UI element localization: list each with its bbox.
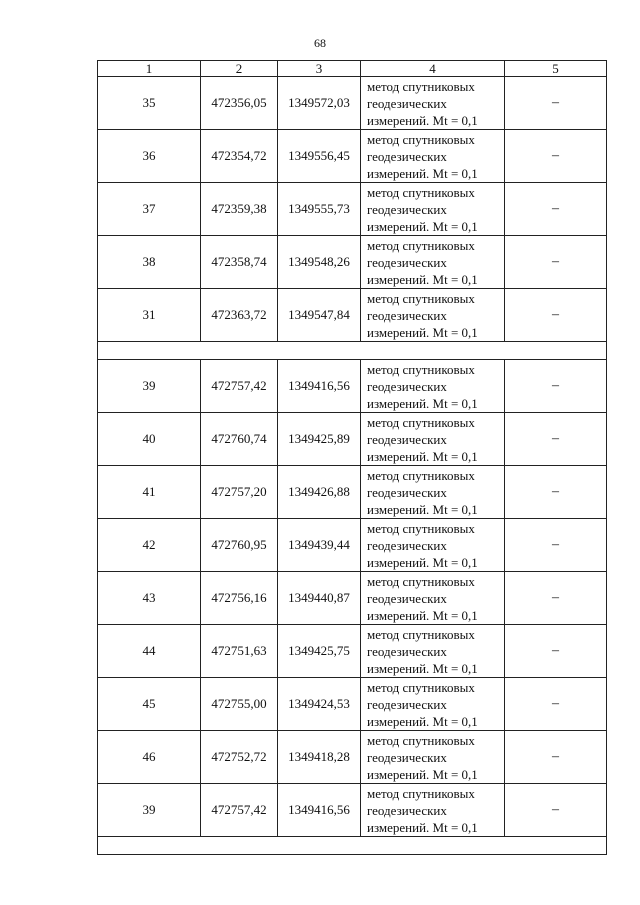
method-line: геодезических xyxy=(367,802,447,818)
column-5-value: – xyxy=(505,466,607,519)
method-line: метод спутниковых xyxy=(367,626,475,642)
coordinate-x: 472760,95 xyxy=(201,519,278,572)
determination-method xyxy=(361,678,505,731)
determination-method xyxy=(361,289,505,342)
coordinate-y: 1349572,03 xyxy=(278,77,361,130)
method-line: геодезических xyxy=(367,254,447,270)
method-line: измерений. Mt = 0,1 xyxy=(367,819,478,835)
method-line: геодезических xyxy=(367,537,447,553)
coordinate-x: 472757,20 xyxy=(201,466,278,519)
column-5-value: – xyxy=(505,413,607,466)
coordinate-x: 472757,42 xyxy=(201,360,278,413)
coordinate-x: 472755,00 xyxy=(201,678,278,731)
table-row xyxy=(98,678,607,731)
coordinate-x: 472752,72 xyxy=(201,731,278,784)
header-row xyxy=(98,61,607,77)
column-5-value: – xyxy=(505,625,607,678)
determination-method xyxy=(361,466,505,519)
determination-method xyxy=(361,413,505,466)
point-number: 42 xyxy=(98,519,201,572)
contour-separator-row xyxy=(98,342,607,360)
column-5-value: – xyxy=(505,678,607,731)
coordinate-y: 1349548,26 xyxy=(278,236,361,289)
column-5-value: – xyxy=(505,572,607,625)
table-row xyxy=(98,183,607,236)
coordinate-x: 472363,72 xyxy=(201,289,278,342)
table-row xyxy=(98,784,607,837)
coordinate-x: 472757,42 xyxy=(201,784,278,837)
point-number: 37 xyxy=(98,183,201,236)
method-line: метод спутниковых xyxy=(367,679,475,695)
method-line: метод спутниковых xyxy=(367,467,475,483)
coordinate-x: 472751,63 xyxy=(201,625,278,678)
table-row xyxy=(98,360,607,413)
determination-method xyxy=(361,77,505,130)
column-5-value: – xyxy=(505,236,607,289)
point-number: 40 xyxy=(98,413,201,466)
determination-method xyxy=(361,130,505,183)
coordinate-y: 1349416,56 xyxy=(278,784,361,837)
table-row xyxy=(98,236,607,289)
method-line: метод спутниковых xyxy=(367,78,475,94)
point-number: 44 xyxy=(98,625,201,678)
determination-method xyxy=(361,784,505,837)
point-number: 45 xyxy=(98,678,201,731)
table-row xyxy=(98,731,607,784)
table-row xyxy=(98,413,607,466)
table-row xyxy=(98,519,607,572)
method-line: геодезических xyxy=(367,201,447,217)
determination-method xyxy=(361,519,505,572)
coordinate-x: 472359,38 xyxy=(201,183,278,236)
method-line: метод спутниковых xyxy=(367,573,475,589)
method-line: геодезических xyxy=(367,484,447,500)
column-header-3: 3 xyxy=(278,61,361,77)
method-line: измерений. Mt = 0,1 xyxy=(367,395,478,411)
column-5-value: – xyxy=(505,130,607,183)
method-line: измерений. Mt = 0,1 xyxy=(367,501,478,517)
method-line: метод спутниковых xyxy=(367,520,475,536)
coordinate-y: 1349556,45 xyxy=(278,130,361,183)
coordinates-table xyxy=(97,60,607,855)
method-line: метод спутниковых xyxy=(367,290,475,306)
method-line: измерений. Mt = 0,1 xyxy=(367,448,478,464)
table-row xyxy=(98,572,607,625)
coordinate-y: 1349439,44 xyxy=(278,519,361,572)
method-line: метод спутниковых xyxy=(367,237,475,253)
point-number: 39 xyxy=(98,784,201,837)
column-5-value: – xyxy=(505,183,607,236)
coordinate-y: 1349425,89 xyxy=(278,413,361,466)
method-line: метод спутниковых xyxy=(367,732,475,748)
point-number: 35 xyxy=(98,77,201,130)
method-line: измерений. Mt = 0,1 xyxy=(367,165,478,181)
empty-separator-cell xyxy=(98,837,607,855)
method-line: геодезических xyxy=(367,307,447,323)
coordinate-x: 472356,05 xyxy=(201,77,278,130)
column-5-value: – xyxy=(505,360,607,413)
method-line: метод спутниковых xyxy=(367,361,475,377)
method-line: измерений. Mt = 0,1 xyxy=(367,554,478,570)
table-row xyxy=(98,289,607,342)
method-line: геодезических xyxy=(367,643,447,659)
coordinate-y: 1349547,84 xyxy=(278,289,361,342)
point-number: 41 xyxy=(98,466,201,519)
coordinate-y: 1349440,87 xyxy=(278,572,361,625)
point-number: 46 xyxy=(98,731,201,784)
coordinate-x: 472760,74 xyxy=(201,413,278,466)
column-5-value: – xyxy=(505,77,607,130)
method-line: геодезических xyxy=(367,95,447,111)
coordinate-y: 1349416,56 xyxy=(278,360,361,413)
column-header-2: 2 xyxy=(201,61,278,77)
contour-separator-row xyxy=(98,837,607,855)
column-header-4: 4 xyxy=(361,61,505,77)
method-line: измерений. Mt = 0,1 xyxy=(367,112,478,128)
table-row xyxy=(98,77,607,130)
coordinate-y: 1349555,73 xyxy=(278,183,361,236)
point-number: 38 xyxy=(98,236,201,289)
point-number: 43 xyxy=(98,572,201,625)
method-line: метод спутниковых xyxy=(367,414,475,430)
determination-method xyxy=(361,183,505,236)
column-5-value: – xyxy=(505,784,607,837)
coordinate-y: 1349425,75 xyxy=(278,625,361,678)
method-line: измерений. Mt = 0,1 xyxy=(367,607,478,623)
method-line: геодезических xyxy=(367,378,447,394)
determination-method xyxy=(361,360,505,413)
point-number: 36 xyxy=(98,130,201,183)
table-row xyxy=(98,130,607,183)
method-line: измерений. Mt = 0,1 xyxy=(367,713,478,729)
method-line: геодезических xyxy=(367,590,447,606)
determination-method xyxy=(361,625,505,678)
point-number: 39 xyxy=(98,360,201,413)
determination-method xyxy=(361,236,505,289)
method-line: измерений. Mt = 0,1 xyxy=(367,766,478,782)
method-line: измерений. Mt = 0,1 xyxy=(367,271,478,287)
method-line: метод спутниковых xyxy=(367,131,475,147)
method-line: геодезических xyxy=(367,431,447,447)
determination-method xyxy=(361,731,505,784)
point-number: 31 xyxy=(98,289,201,342)
table-row xyxy=(98,466,607,519)
method-line: геодезических xyxy=(367,148,447,164)
coordinate-y: 1349424,53 xyxy=(278,678,361,731)
column-5-value: – xyxy=(505,519,607,572)
coordinate-y: 1349418,28 xyxy=(278,731,361,784)
method-line: геодезических xyxy=(367,696,447,712)
method-line: геодезических xyxy=(367,749,447,765)
method-line: метод спутниковых xyxy=(367,785,475,801)
page-number: 68 xyxy=(314,36,326,50)
column-header-1: 1 xyxy=(98,61,201,77)
column-5-value: – xyxy=(505,289,607,342)
empty-separator-cell xyxy=(98,342,607,360)
coordinate-x: 472358,74 xyxy=(201,236,278,289)
coordinate-y: 1349426,88 xyxy=(278,466,361,519)
method-line: метод спутниковых xyxy=(367,184,475,200)
method-line: измерений. Mt = 0,1 xyxy=(367,218,478,234)
coordinate-x: 472756,16 xyxy=(201,572,278,625)
method-line: измерений. Mt = 0,1 xyxy=(367,324,478,340)
method-line: измерений. Mt = 0,1 xyxy=(367,660,478,676)
column-header-5: 5 xyxy=(505,61,607,77)
table-row xyxy=(98,625,607,678)
coordinate-x: 472354,72 xyxy=(201,130,278,183)
column-5-value: – xyxy=(505,731,607,784)
determination-method xyxy=(361,572,505,625)
